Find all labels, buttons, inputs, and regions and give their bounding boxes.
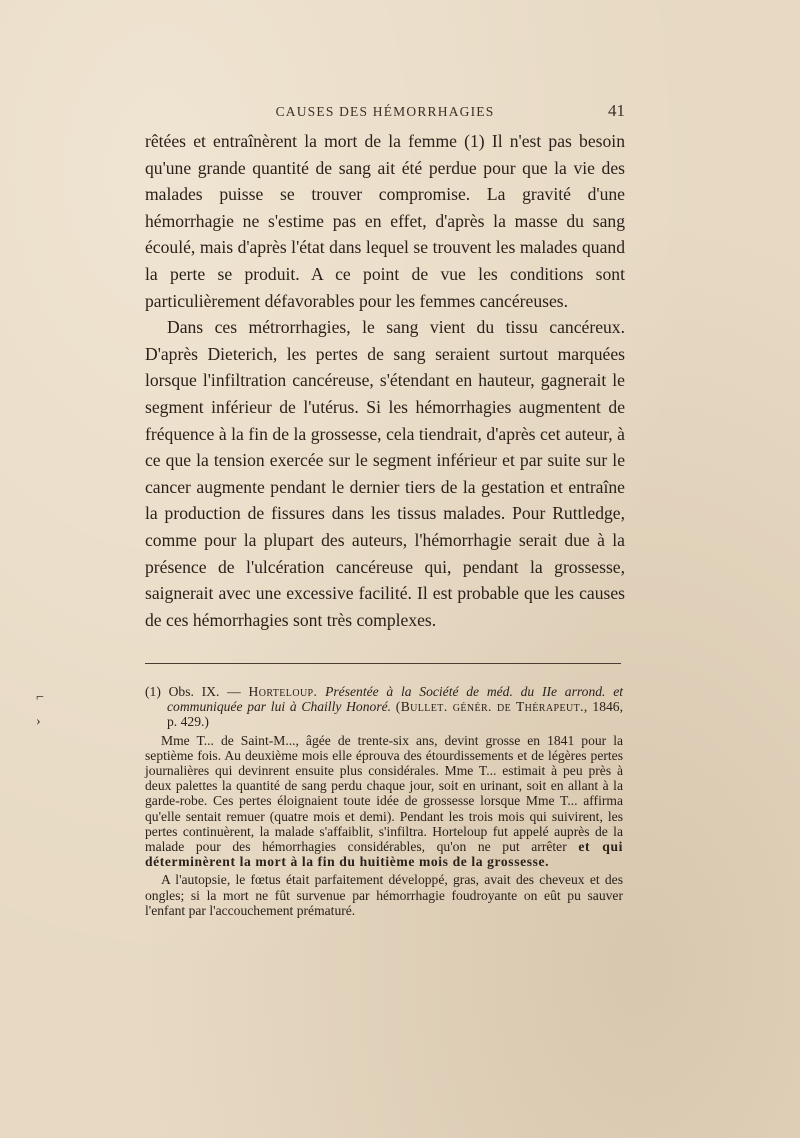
main-text bbox=[145, 128, 625, 633]
paragraph-2: Dans ces métrorrhagies, le sang vient du tissu cancéreux. D'après Dieterich, les pertes de sang seraient surtout marquées lorsque l'infiltration cancéreuse, s'étendant en hauteur, gagnerait le segment inférieur de l'utérus. Si les hémorrhagies augmentent de fréquence à la fin de la grossesse, cela tiendrait, d'après cet auteur, à ce que la tension exercée sur le segment inférieur et par suite sur le cancer augmente pendant le dernier tiers de la gestation et entraîne la production de fissures dans les tissus malades. Pour Ruttledge, comme pour la plupart des auteurs, l'hémorrhagie serait due à la présence de l'ulcération cancéreuse qui, pendant la grossesse, saignerait avec une excessive facilité. Il est probable que les causes de ces hémorrhagies sont très complexes. bbox=[145, 317, 625, 630]
footnote-source-tail: 1846, p. 429.) bbox=[167, 699, 623, 730]
footnote-rule bbox=[145, 663, 621, 664]
margin-pencil-mark: › bbox=[36, 714, 41, 729]
footnote-author: Horteloup. bbox=[248, 684, 318, 699]
running-title: CAUSES DES HÉMORRHAGIES bbox=[275, 104, 495, 119]
footnote-citation: Présentée à la Société de méd. du IIe arrond. et communiquée par lui à Chailly Honoré. bbox=[167, 684, 624, 715]
footnote-marker: (1) Obs. IX. — bbox=[145, 684, 241, 699]
page-number: 41 bbox=[608, 101, 625, 120]
footnote-source: (Bullet. génér. de Thérapeut., bbox=[395, 699, 588, 715]
footnote-case-emphasis: et qui déterminèrent la mort à la fin du huitième mois de la grossesse. bbox=[145, 839, 623, 870]
footnote-case-paragraph bbox=[145, 733, 623, 870]
margin-pencil-mark: ⌐ bbox=[36, 690, 44, 705]
footnote bbox=[145, 684, 623, 918]
paragraph-1: rêtées et entraînèrent la mort de la femme (1) Il n'est pas besoin qu'une grande quantité de sang ait été perdue pour que la vie des malades puisse se trouver compromise. La gravité d'une hémorrhagie ne s'estime pas en effet, d'après la masse du sang écoulé, mais d'après l'état dans lequel se trouvent les malades quand la perte se produit. A ce point de vue les conditions sont particulièrement défavorables pour les femmes cancéreuses. bbox=[145, 131, 625, 311]
footnote-reference bbox=[145, 684, 623, 730]
footnote-autopsy-paragraph: A l'autopsie, le fœtus était parfaitement développé, gras, avait des cheveux et des ongles; si la mort ne fût survenue par hémorrhagie foudroyante on eût pu sauver l'enfant par l'accouchement prématuré. bbox=[145, 872, 623, 918]
footnote-case-text: Mme T... de Saint-M..., âgée de trente-six ans, devint grosse en 1841 pour la septième fois. Au deuxième mois elle éprouva des étourdissements et de légères pertes journalières qui devinrent ensuite plus considérales. Mme T... estimait à peu près à deux palettes la quantité de sang perdu chaque jour, soit en urinant, soit en allant à la garde-robe. Ces pertes éloignaient toute idée de grossesse lorsque Mme T... affirma qu'elle sentait remuer (quatre mois et demi). Pendant les trois mois qui suivirent, les pertes continuèrent, la malade s'affaiblit, s'infiltra. Horteloup fut appelé auprès de la malade pour des hémorrhagies considérables, qu'on ne put arrêter bbox=[145, 732, 623, 855]
